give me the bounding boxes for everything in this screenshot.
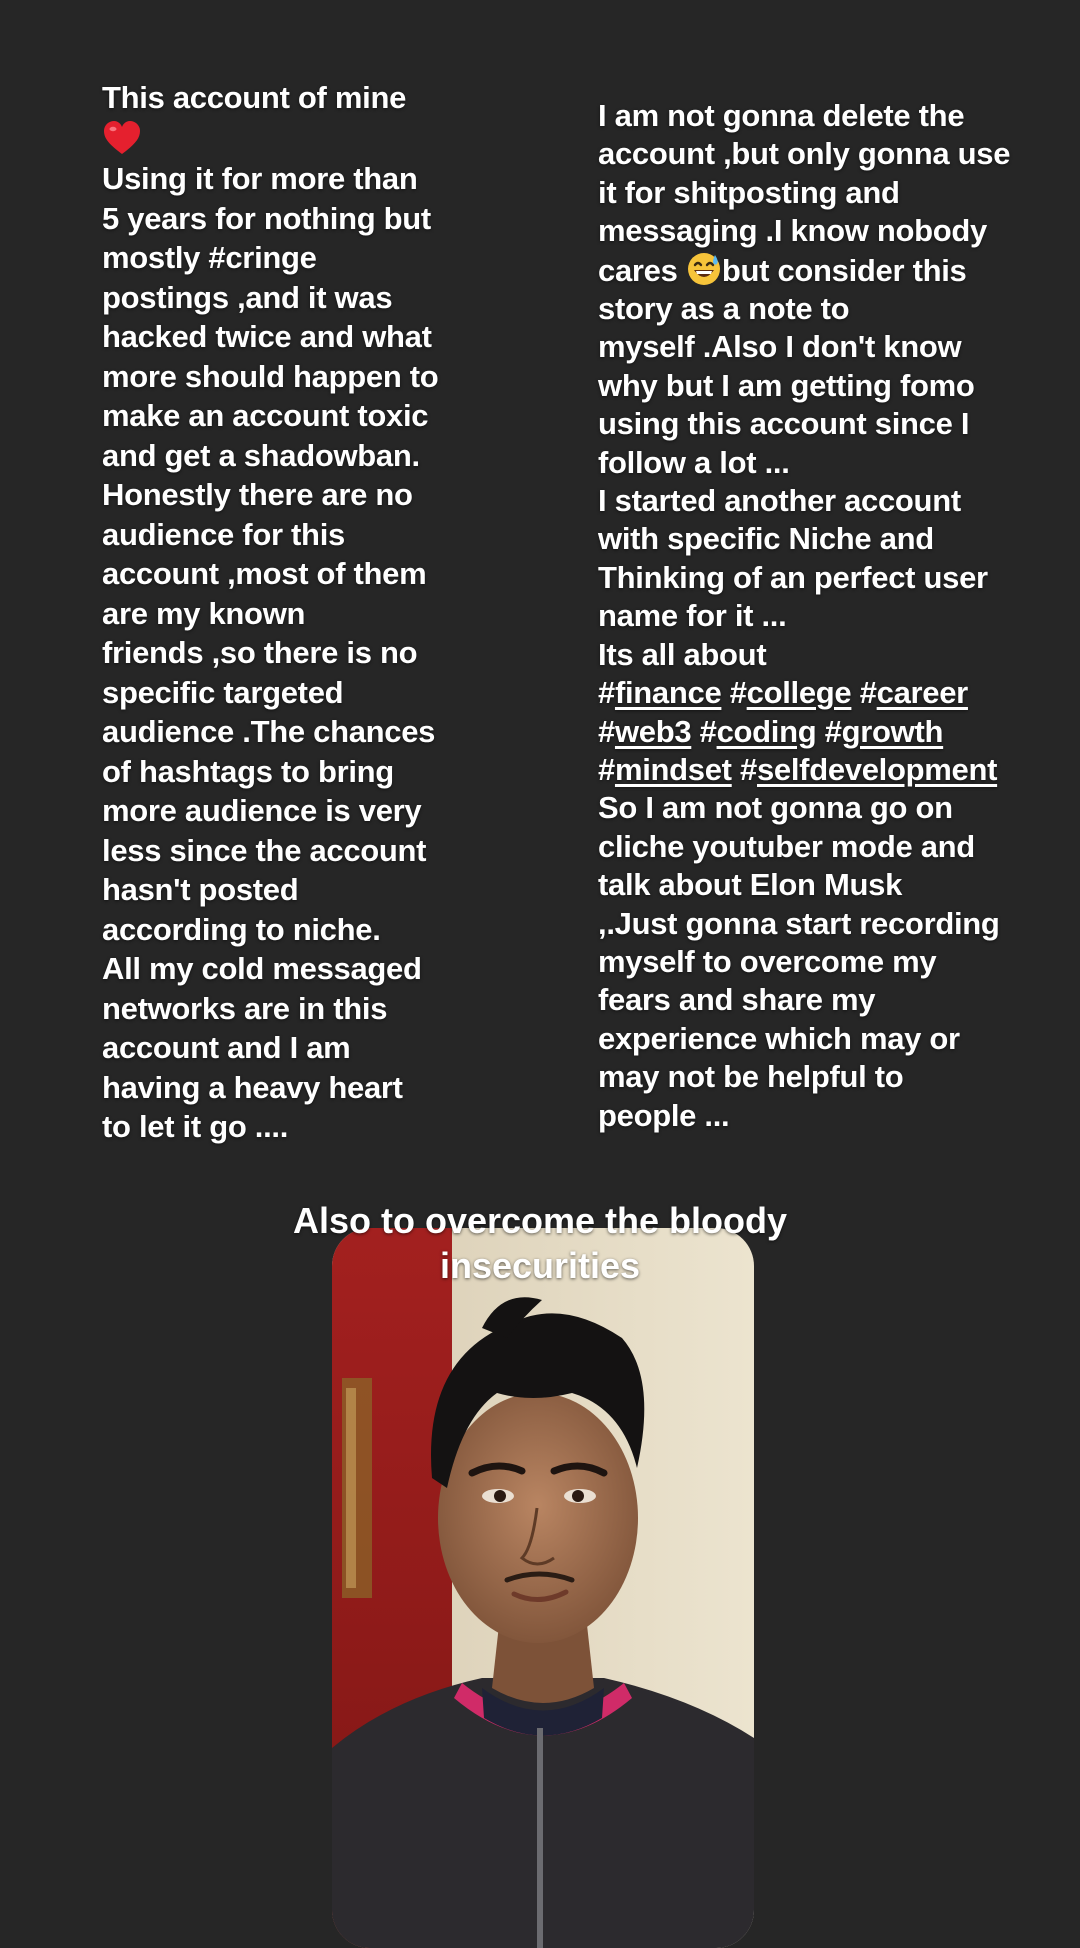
hashtag-link[interactable]: growth: [841, 713, 944, 749]
left-line: to let it go ....: [102, 1109, 289, 1145]
right-story-text: [598, 97, 1038, 1135]
left-line: friends ,so there is no: [102, 635, 418, 671]
left-line: account ,most of them: [102, 556, 427, 592]
right-line: So I am not gonna go on: [598, 790, 953, 826]
right-line: story as a note to: [598, 291, 850, 327]
right-line: Its all about: [598, 636, 767, 672]
left-line: audience for this: [102, 516, 345, 552]
right-line: may not be helpful to: [598, 1059, 904, 1095]
hashtag-link[interactable]: college: [746, 675, 852, 711]
right-line: I started another account: [598, 483, 961, 519]
cares-suffix-text: but consider this: [721, 252, 967, 288]
hashtag-row: #finance #college #career: [598, 675, 968, 711]
left-line: less since the account: [102, 832, 427, 868]
right-line: talk about Elon Musk: [598, 867, 903, 903]
right-line: myself .Also I don't know: [598, 329, 962, 365]
left-line: are my known: [102, 595, 306, 631]
left-line: make an account toxic: [102, 398, 429, 434]
cares-text: cares: [598, 252, 686, 288]
hashtag-link[interactable]: coding: [716, 713, 817, 749]
hashtag-link[interactable]: web3: [614, 713, 692, 749]
left-story-text: [102, 78, 482, 1147]
left-line: Using it for more than: [102, 161, 418, 197]
right-line: fears and share my: [598, 982, 876, 1018]
right-line: why but I am getting fomo: [598, 367, 975, 403]
left-line: hasn't posted: [102, 872, 299, 908]
left-line: and get a shadowban.: [102, 437, 420, 473]
left-line: networks are in this: [102, 990, 388, 1026]
caption-line: insecurities: [439, 1245, 641, 1286]
hashtag-link[interactable]: mindset: [614, 751, 732, 787]
left-line: having a heavy heart: [102, 1069, 403, 1105]
right-line: experience which may or: [598, 1020, 960, 1056]
left-line: account and I am: [102, 1030, 351, 1066]
right-line: name for it ...: [598, 598, 787, 634]
selfie-illustration: [332, 1228, 754, 1948]
left-line: Honestly there are no: [102, 477, 413, 513]
hashtag-row: #web3 #coding #growth: [598, 713, 944, 749]
left-line: more audience is very: [102, 793, 422, 829]
right-line: with specific Niche and: [598, 521, 934, 557]
left-line: audience .The chances: [102, 714, 436, 750]
right-line: messaging .I know nobody: [598, 213, 987, 249]
right-line: cliche youtuber mode and: [598, 828, 975, 864]
right-line: account ,but only gonna use: [598, 136, 1011, 172]
right-line: people ...: [598, 1097, 730, 1133]
left-line: according to niche.: [102, 911, 381, 947]
left-line: This account of mine: [102, 80, 407, 115]
story-caption: [240, 1198, 840, 1288]
selfie-photo: [332, 1228, 754, 1948]
right-line: it for shitposting and: [598, 174, 900, 210]
right-line: using this account since I: [598, 406, 970, 442]
left-line: of hashtags to bring: [102, 753, 394, 789]
left-line: more should happen to: [102, 358, 439, 394]
hashtag-link[interactable]: selfdevelopment: [756, 751, 998, 787]
right-line: myself to overcome my: [598, 943, 937, 979]
hashtag-link[interactable]: career: [876, 675, 968, 711]
left-line: mostly #cringe: [102, 240, 317, 276]
left-line: specific targeted: [102, 674, 344, 710]
red-heart-icon: [102, 119, 142, 159]
right-line: Thinking of an perfect user: [598, 559, 988, 595]
left-line: postings ,and it was: [102, 279, 393, 315]
right-line: I am not gonna delete the: [598, 98, 965, 133]
left-line: 5 years for nothing but: [102, 200, 431, 236]
left-line: All my cold messaged: [102, 951, 422, 987]
right-line: ,.Just gonna start recording: [598, 905, 1000, 941]
right-line: follow a lot ...: [598, 444, 790, 480]
left-line: hacked twice and what: [102, 319, 432, 355]
grinning-sweat-emoji-icon: [686, 251, 722, 287]
hashtag-row: #mindset #selfdevelopment: [598, 751, 998, 787]
caption-line: Also to overcome the bloody: [292, 1200, 788, 1241]
hashtag-link[interactable]: finance: [614, 675, 722, 711]
right-line: [598, 251, 1038, 290]
